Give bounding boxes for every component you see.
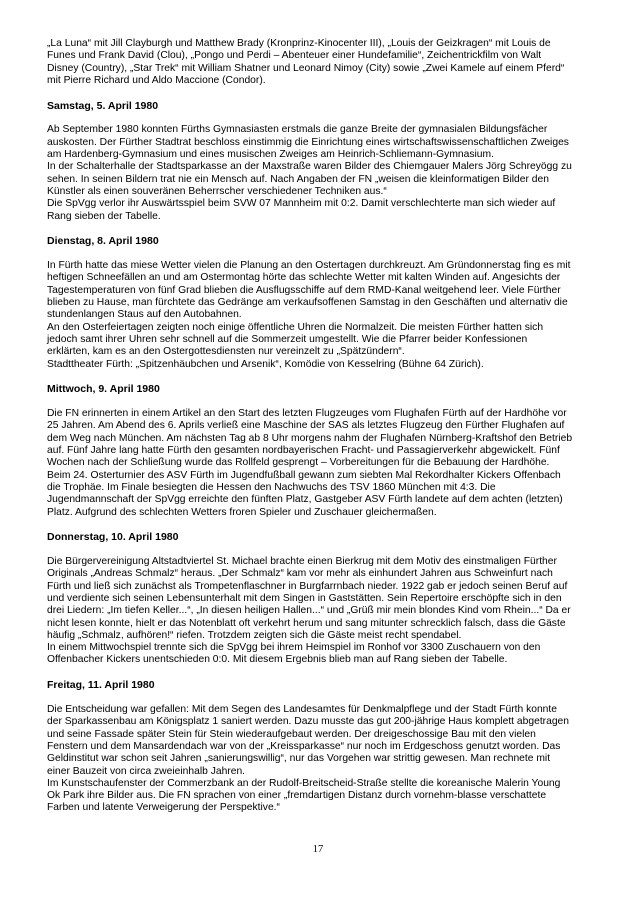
text-line: „La Luna“ mit Jill Clayburgh und Matthew Brady (Kronprinz-Kinocenter III), „Louis der Geizkragen“ mit Louis de [47, 38, 551, 49]
section-body [47, 704, 597, 815]
section-heading: Donnerstag, 10. April 1980 [47, 531, 179, 544]
text-line: Farben und latente Verweigerung der Perspektive.“ [47, 802, 280, 814]
section-heading: Dienstag, 8. April 1980 [47, 235, 159, 248]
text-line: Die FN erinnerten in einem Artikel an den Start des letzten Flugzeuges vom Flughafen Fürth auf der Hardhöhe vor [47, 408, 567, 420]
text-line: Originals „Andreas Schmalz“ heraus. „Der Schmalz“ kam vor mehr als einhundert Jahren aus Schweinfurt nach [47, 568, 553, 580]
text-line: Geldinstitut war schon seit Jahren „sanierungswillig“, nur das Vorgehen war strittig gewesen. Man rechnete mit [47, 753, 551, 765]
section-body [47, 408, 597, 519]
text-line: Im Kunstschaufenster der Commerzbank an der Rudolf-Breitscheid-Straße stellte die koreanische Malerin Young [47, 777, 561, 789]
text-line: und seine Fassade später Stein für Stein wiederaufgebaut werden. Der dreigeschossige Bau mit den vielen [47, 728, 536, 740]
text-line: Disney (Country), „Star Trek“ mit William Shatner und Leonard Nimoy (City) sowie „Zwei Kamele auf einem Pferd“ [47, 62, 565, 74]
text-line: Platz. Aufgrund des schlechten Wetters froren Spieler und Zuschauer gleichermaßen. [47, 506, 437, 518]
text-line: jedoch samt ihrer Uhren sehr schnell auf die Sommerzeit umgestellt. Wie die Pfarrer beider Konfessionen [47, 333, 528, 345]
text-line: Künstler als einen souveränen Beherrscher verschiedener Techniken aus.“ [47, 185, 387, 197]
text-line: Ok Park ihre Bilder aus. Die FN sprachen von einer „fremdartigen Distanz durch vornehm-blasse verschattete [47, 790, 547, 802]
text-line: Fenstern und dem Mansardendach war von der „Kreissparkasse“ nur noch im Erdgeschoss genutzt worden. Das [47, 740, 561, 752]
text-line: die Trophäe. Im Finale besiegten die Hessen den Nachwuchs des TSV 1860 München mit 4:3. Die [47, 481, 496, 493]
text-line: und verdiente sich seinen Lebensunterhalt mit dem Singen in Gaststätten. Sein Repertoire erschöpfte sich in den [47, 592, 562, 604]
text-line: Jugendmannschaft der SpVgg erreichte den fünften Platz, Gastgeber ASV Fürth landete auf dem achten (letzten) [47, 494, 563, 506]
text-line: In einem Mittwochspiel trennte sich die SpVgg bei ihrem Heimspiel im Ronhof vor 3300 Zuschauern von den [47, 642, 541, 654]
text-line: der Sparkassenbau am Königsplatz 1 saniert werden. Dazu musste das gut 200-jährige Haus komplett abgetragen [47, 716, 570, 728]
text-line: Stadttheater Fürth: „Spitzenhäubchen und Arsenik“, Komödie von Kesselring (Bühne 64 Zürich). [47, 358, 484, 370]
text-line: Tagestemperaturen von fünf Grad blieben die Ausflugsschiffe auf dem RMD-Kanal weitgehend leer. Viele Fürther [47, 284, 561, 296]
text-line: stundenlangen Staus auf den Autobahnen. [47, 309, 242, 321]
text-line: auskosten. Der Fürther Stadtrat beschloss einstimmig die Einrichtung eines wirtschaftswissenschaftlichen Zweiges [47, 136, 569, 148]
text-line: häufig „Schmalz, aufhören!“ riefen. Trotzdem zeigten sich die Gäste meist recht spendabel. [47, 629, 462, 641]
text-line: heftigen Schneefällen an und am Ostermontag hörte das schlechte Wetter mit kalten Winden auf. Angesichts der [47, 272, 561, 284]
text-line: sehen. In seinen Bildern trat nie ein Mensch auf. Nach Angaben der FN „weisen die kleinformatigen Bilder den [47, 173, 549, 185]
text-line: Die Entscheidung war gefallen: Mit dem Segen des Landesamtes für Denkmalpflege und der Stadt Fürth konnte [47, 704, 557, 716]
text-line: Fürth und ließ sich zunächst als Trompetenflaschner in Burgfarrnbach nieder. 1922 gab er jedoch seinen Beruf auf [47, 580, 568, 592]
text-line: auf. Fünf Jahre lang hatte Fürth den gesamten nordbayerischen Fracht- und Passagierverkehr abgewickelt. Fünf [47, 445, 560, 457]
section-body [47, 556, 597, 667]
text-line: Die Bürgervereinigung Altstadtviertel St. Michael brachte einen Bierkrug mit dem Motiv des einstmaligen Fürther [47, 556, 557, 568]
text-line: Funes und Frank David (Clou), „Pongo und Perdi – Abenteuer einer Hundefamilie“, Zeichentrickfilm von Walt [47, 50, 542, 62]
text-line: blieben zu Hause, man fürchtete das Gedränge am verkaufsoffenen Samstag in den Geschäften und alternativ die [47, 297, 568, 309]
text-line: drei Liedern: „Im tiefen Keller...“, „In diesen heiligen Hallen...“ und „Grüß mir mein blondes Kind vom Rhein...“ Da er [47, 605, 571, 617]
section-body [47, 124, 597, 222]
intro-paragraph [47, 38, 597, 87]
text-line: erklärten, kam es an den Ostergottesdiensten nur vereinzelt zu „Spätzündern“. [47, 346, 405, 358]
text-line: An den Osterfeiertagen zeigten noch einige öffentliche Uhren die Normalzeit. Die meisten Fürther hatten sich [47, 321, 544, 333]
text-line: In der Schalterhalle der Stadtsparkasse an der Maxstraße waren Bilder des Chiemgauer Malers Jörg Schreyögg zu [47, 161, 572, 173]
text-line: nicht lesen konnte, hielt er das Notenblatt oft verkehrt herum und sang mitunter schrecklich falsch, dass die Gäste [47, 617, 566, 629]
text-line: Wochen nach der Schließung wurde das Rollfeld gesprengt – Vorbereitungen für die Bebauung der Hardhöhe. [47, 457, 550, 469]
text-line: Rang sieben der Tabelle. [47, 210, 161, 222]
section-heading: Samstag, 5. April 1980 [47, 99, 159, 112]
text-line: 25 Jahren. Am Abend des 6. Aprils verließ eine Maschine der SAS als letztes Flugzeug den Fürther Flughafen auf [47, 420, 565, 432]
text-line: Die SpVgg verlor ihr Auswärtsspiel beim SVW 07 Mannheim mit 0:2. Damit verschlechterte man sich wieder auf [47, 198, 556, 210]
text-line: dem Weg nach München. Am nächsten Tag ab 8 Uhr morgens nahm der Flughafen Nürnberg-Kraftshof den Betrieb [47, 432, 573, 444]
text-line: einer Bauzeit von circa zweieinhalb Jahren. [47, 765, 246, 777]
section-heading: Freitag, 11. April 1980 [47, 679, 155, 692]
text-line: mit Pierre Richard und Aldo Maccione (Condor). [47, 74, 266, 86]
text-line: Ab September 1980 konnten Fürths Gymnasiasten erstmals die ganze Breite der gymnasialen Bildungsfächer [47, 124, 548, 136]
text-line: Offenbacher Kickers unentschieden 0:0. Mit diesem Ergebnis blieb man auf Rang sieben der Tabelle. [47, 654, 508, 666]
text-line: In Fürth hatte das miese Wetter vielen die Planung an den Ostertagen durchkreuzt. Am Gründonnerstag fing es mit [47, 260, 571, 272]
section-body [47, 260, 597, 371]
document-page [47, 38, 597, 815]
text-line: am Hardenberg-Gymnasium und eines musischen Zweiges am Heinrich-Schliemann-Gymnasium. [47, 149, 494, 161]
page-number: 17 [312, 844, 324, 855]
section-heading: Mittwoch, 9. April 1980 [47, 383, 160, 396]
text-line: Beim 24. Osterturnier des ASV Fürth im Jugendfußball gewann zum siebten Mal Rekordhalter Kickers Offenbach [47, 469, 561, 481]
